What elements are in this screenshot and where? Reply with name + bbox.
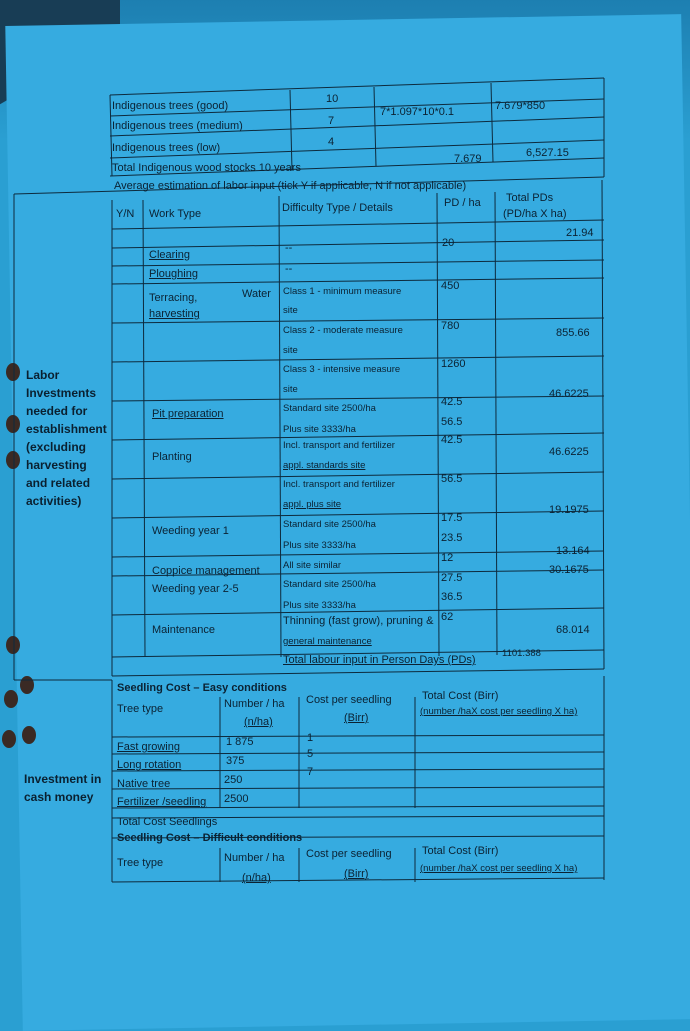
tree-good-number: 10: [326, 93, 339, 105]
class1-a: Class 1 - minimum measure: [283, 286, 402, 297]
header-total-1: Total PDs: [506, 192, 554, 204]
header-yn: Y/N: [116, 208, 135, 220]
easy-header-cost2: (Birr): [344, 712, 369, 724]
difficult-header-cost1: Cost per seedling: [306, 848, 392, 860]
pit-label: Pit preparation: [152, 408, 224, 420]
ploughing-label: Ploughing: [149, 268, 198, 280]
maintenance-b: general maintenance: [283, 636, 372, 647]
easy-header-cost1: Cost per seedling: [306, 694, 392, 706]
weed1-plus: Plus site 3333/ha: [283, 540, 356, 551]
total-wood-a: 7.679: [454, 153, 482, 165]
header-total-2: (PD/ha X ha): [503, 208, 567, 220]
pit-total: 46.6225: [549, 388, 589, 400]
difficult-header-cost2: (Birr): [344, 868, 369, 880]
side-line: needed for: [26, 404, 88, 418]
weed25-standard: Standard site 2500/ha: [283, 579, 376, 590]
planting-b1: Incl. transport and fertilizer: [283, 479, 395, 490]
terracing-label: Terracing,: [149, 292, 198, 304]
side-line: Investment in: [24, 772, 102, 786]
tree-low-number: 4: [328, 136, 335, 148]
tree-medium-number: 7: [328, 115, 335, 127]
pit-pd1: 42.5: [441, 396, 463, 408]
pit-standard: Standard site 2500/ha: [283, 403, 376, 414]
easy-row-num: 2500: [224, 793, 249, 805]
cash-side-label: [24, 770, 101, 806]
clearing-detail: --: [285, 242, 293, 254]
weed25-plus: Plus site 3333/ha: [283, 600, 356, 611]
easy-header-tree: Tree type: [117, 703, 164, 715]
labor-side-label: [26, 366, 107, 510]
class2-b: site: [283, 345, 298, 356]
weed25-label: Weeding year 2-5: [152, 583, 239, 595]
easy-row-cost: 7: [307, 766, 314, 778]
side-line: establishment: [26, 422, 107, 436]
ploughing-detail: --: [285, 263, 293, 275]
class2-pd: 780: [441, 320, 460, 332]
side-line: harvesting: [26, 458, 87, 472]
coppice-detail: All site similar: [283, 560, 342, 571]
class2-total: 855.66: [556, 327, 590, 339]
clearing-label: Clearing: [149, 249, 190, 261]
pit-pd2: 56.5: [441, 416, 463, 428]
formula-2: 7.679*850: [495, 100, 546, 112]
terracing-harvesting: harvesting: [149, 308, 200, 320]
difficult-header-num2: (n/ha): [242, 872, 271, 884]
terracing-water: Water: [242, 288, 271, 300]
coppice-total: 13.164: [556, 545, 590, 557]
weed25-pd2: 36.5: [441, 591, 463, 603]
difficult-header-tree: Tree type: [117, 857, 164, 869]
side-line: Labor: [26, 368, 60, 382]
side-line: and related: [26, 476, 91, 490]
maintenance-pd: 62: [441, 611, 454, 623]
header-work-type: Work Type: [149, 208, 202, 220]
side-line: (excluding: [26, 440, 87, 454]
easy-row-cost: 1: [307, 732, 314, 744]
maintenance-total: 68.014: [556, 624, 590, 636]
labor-title: Average estimation of labor input (tick Y if applicable, N if not applicable): [114, 180, 467, 192]
header-total-value: 21.94: [566, 227, 594, 239]
header-pd: PD / ha: [444, 197, 481, 209]
planting-a1: Incl. transport and fertilizer: [283, 440, 395, 451]
easy-row-num: 1 875: [226, 736, 254, 748]
difficult-header-num1: Number / ha: [224, 852, 285, 864]
easy-row-num: 250: [224, 774, 243, 786]
pit-plus: Plus site 3333/ha: [283, 424, 356, 435]
weed1-standard: Standard site 2500/ha: [283, 519, 376, 530]
planting-b2: appl. plus site: [283, 499, 342, 510]
tree-low-label: Indigenous trees (low): [112, 142, 221, 154]
easy-row-type: Long rotation: [117, 759, 182, 771]
class1-b: site: [283, 305, 298, 316]
easy-row-type: Native tree: [117, 778, 171, 790]
tree-medium-label: Indigenous trees (medium): [112, 120, 243, 132]
easy-row-type: Fertilizer /seedling: [117, 796, 207, 808]
formula-1: 7*1.097*10*0.1: [380, 106, 455, 118]
difficult-header-total1: Total Cost (Birr): [422, 845, 499, 857]
class2-a: Class 2 - moderate measure: [283, 325, 403, 336]
class3-a: Class 3 - intensive measure: [283, 364, 401, 375]
easy-row-cost: 5: [307, 748, 314, 760]
easy-header-total1: Total Cost (Birr): [422, 690, 499, 702]
weed1-label: Weeding year 1: [152, 525, 229, 537]
total-wood-b: 6,527.15: [526, 147, 569, 159]
coppice-pd: 12: [441, 552, 454, 564]
coppice-label: Coppice management: [152, 565, 260, 577]
weed1-total: 19.1975: [549, 504, 589, 516]
maintenance-label: Maintenance: [152, 624, 215, 636]
header-difficulty: Difficulty Type / Details: [282, 202, 393, 214]
easy-header-total2: (number /haX cost per seedling X ha): [420, 706, 578, 717]
planting-pd1: 42.5: [441, 434, 463, 446]
total-labour-label: Total labour input in Person Days (PDs): [283, 654, 476, 666]
easy-header-num1: Number / ha: [224, 698, 285, 710]
seedling-easy-title: Seedling Cost – Easy conditions: [117, 682, 287, 694]
total-wood-label: Total Indigenous wood stocks 10 years: [112, 162, 301, 174]
planting-pd2: 56.5: [441, 473, 463, 485]
class3-pd: 1260: [441, 358, 466, 370]
weed25-total: 30.1675: [549, 564, 589, 576]
side-line: Investments: [26, 386, 97, 400]
total-labour-value: 1101.388: [502, 648, 541, 659]
planting-label: Planting: [152, 451, 192, 463]
total-cost-seedlings: Total Cost Seedlings: [117, 816, 218, 828]
side-line: cash money: [24, 790, 94, 804]
maintenance-a: Thinning (fast grow), pruning &: [283, 615, 434, 627]
weed25-pd1: 27.5: [441, 572, 463, 584]
class1-pd: 450: [441, 280, 460, 292]
class3-b: site: [283, 384, 298, 395]
easy-row-num: 375: [226, 755, 245, 767]
weed1-pd1: 17.5: [441, 512, 463, 524]
easy-row-type: Fast growing: [117, 741, 180, 753]
planting-a2: appl. standards site: [283, 460, 366, 471]
planting-total: 46.6225: [549, 446, 589, 458]
easy-header-num2: (n/ha): [244, 716, 273, 728]
difficult-header-total2: (number /haX cost per seedling X ha): [420, 863, 578, 874]
clearing-pd: 20: [442, 237, 455, 249]
tree-good-label: Indigenous trees (good): [112, 100, 229, 112]
side-line: activities): [26, 494, 82, 508]
seedling-difficult-title: Seedling Cost – Difficult conditions: [117, 832, 303, 844]
weed1-pd2: 23.5: [441, 532, 463, 544]
